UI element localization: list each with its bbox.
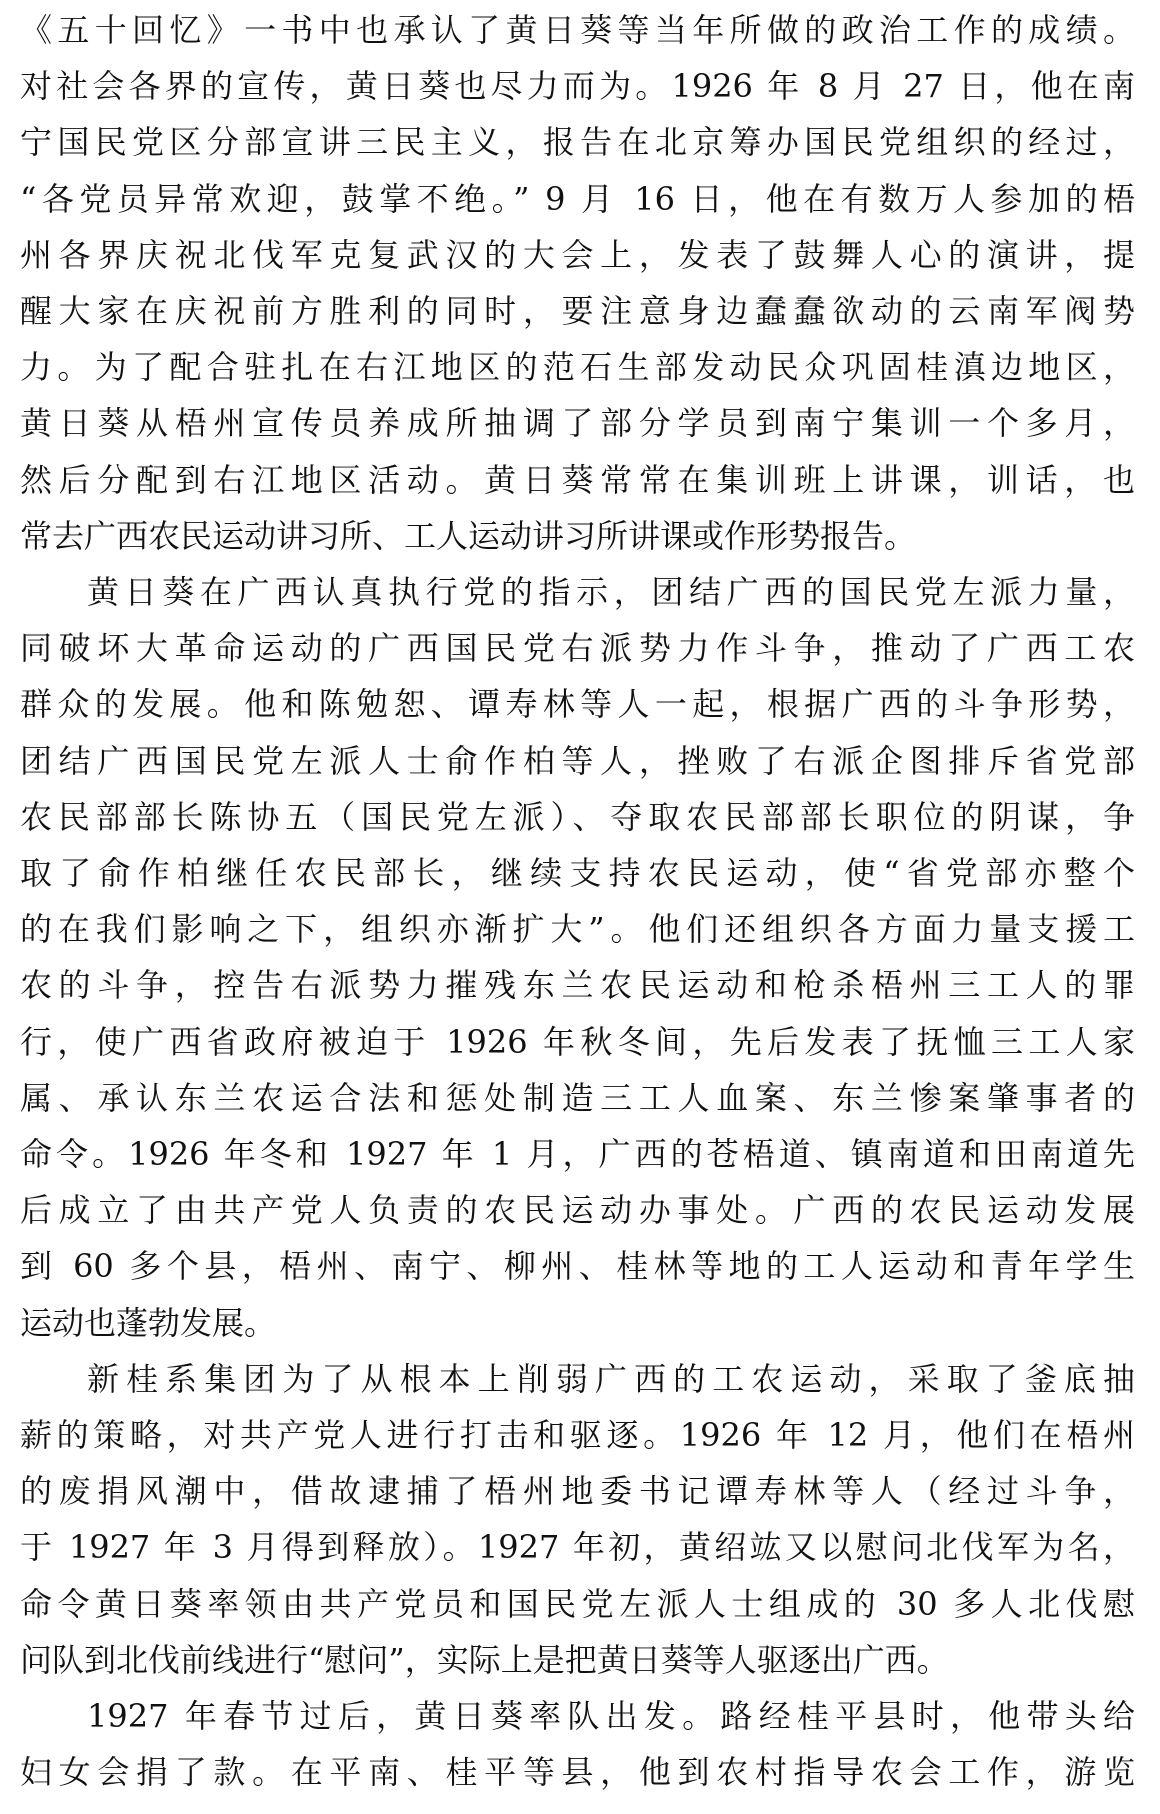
- text-line: 团结广西国民党左派人士俞作柏等人，挫败了右派企图排斥省党部: [20, 741, 1135, 780]
- text-line: 醒大家在庆祝前方胜利的同时，要注意身边蠢蠢欲动的云南军阀势: [20, 292, 1135, 330]
- text-line: 同破坏大革命运动的广西国民党右派势力作斗争，推动了广西工农: [20, 629, 1135, 668]
- paragraph-first-line: 黄日葵在广西认真执行党的指示，团结广西的国民党左派力量，: [87, 573, 1135, 611]
- text-line: 取了俞作柏继任农民部长，继续支持农民运动，使“省党部亦整个: [20, 854, 1135, 892]
- text-line: 命令。1926 年冬和 1927 年 1 月，广西的苍梧道、镇南道和田南道先: [20, 1135, 1135, 1173]
- text-line: 运动也蓬勃发展。: [20, 1303, 277, 1342]
- text-line: 黄日葵从梧州宣传员养成所抽调了部分学员到南宁集训一个多月，: [20, 404, 1135, 443]
- text-line: 行，使广西省政府被迫于 1926 年秋冬间，先后发表了抚恤三工人家: [20, 1022, 1135, 1061]
- text-line: 农的斗争，控告右派势力摧残东兰农民运动和枪杀梧州三工人的罪: [20, 966, 1135, 1005]
- text-line: 的废捐风潮中，借故逮捕了梧州地委书记谭寿林等人（经过斗争，: [20, 1472, 1135, 1511]
- text-line: 后成立了由共产党人负责的农民运动办事处。广西的农民运动发展: [20, 1191, 1135, 1230]
- text-line: 群众的发展。他和陈勉恕、谭寿林等人一起，根据广西的斗争形势，: [20, 685, 1135, 724]
- paragraph-first-line: 1927 年春节过后，黄日葵率队出发。路经桂平县时，他带头给: [87, 1697, 1135, 1735]
- text-line: 到 60 多个县，梧州、南宁、柳州、桂林等地的工人运动和青年学生: [20, 1247, 1135, 1286]
- paragraph-first-line: 新桂系集团为了从根本上削弱广西的工农运动，采取了釜底抽: [87, 1359, 1135, 1398]
- text-line: 命令黄日葵率领由共产党员和国民党左派人士组成的 30 多人北伐慰: [20, 1584, 1135, 1623]
- text-line: 力。为了配合驻扎在右江地区的范石生部发动民众巩固桂滇边地区，: [20, 348, 1135, 387]
- text-line: 《五十回忆》一书中也承认了黄日葵等当年所做的政治工作的成绩。: [20, 11, 1135, 49]
- text-line: 宁国民党区分部宣讲三民主义，报告在北京筹办国民党组织的经过，: [20, 123, 1135, 162]
- text-line: 对社会各界的宣传，黄日葵也尽力而为。1926 年 8 月 27 日，他在南: [20, 67, 1135, 106]
- text-line: 问队到北伐前线进行“慰问”，实际上是把黄日葵等人驱逐出广西。: [20, 1640, 949, 1679]
- text-line: 于 1927 年 3 月得到释放）。1927 年初，黄绍竑又以慰问北伐军为名，: [20, 1528, 1135, 1567]
- text-line: 属、承认东兰农运合法和惩处制造三工人血案、东兰惨案肇事者的: [20, 1078, 1135, 1117]
- text-line: 的在我们影响之下，组织亦渐扩大”。他们还组织各方面力量支援工: [20, 910, 1135, 949]
- text-line: “各党员异常欢迎，鼓掌不绝。” 9 月 16 日，他在有数万人参加的梧: [20, 179, 1135, 218]
- text-line: 薪的策略，对共产党人进行打击和驱逐。1926 年 12 月，他们在梧州: [20, 1416, 1135, 1454]
- text-line: 妇女会捐了款。在平南、桂平等县，他到农村指导农会工作，游览: [20, 1753, 1135, 1792]
- text-line: 州各界庆祝北伐军克复武汉的大会上，发表了鼓舞人心的演讲，提: [20, 235, 1135, 274]
- text-line: 农民部部长陈协五（国民党左派）、夺取农民部部长职位的阴谋，争: [20, 797, 1135, 836]
- text-line: 常去广西农民运动讲习所、工人运动讲习所讲课或作形势报告。: [20, 516, 917, 555]
- text-line: 然后分配到右江地区活动。黄日葵常常在集训班上讲课，训话，也: [20, 460, 1135, 499]
